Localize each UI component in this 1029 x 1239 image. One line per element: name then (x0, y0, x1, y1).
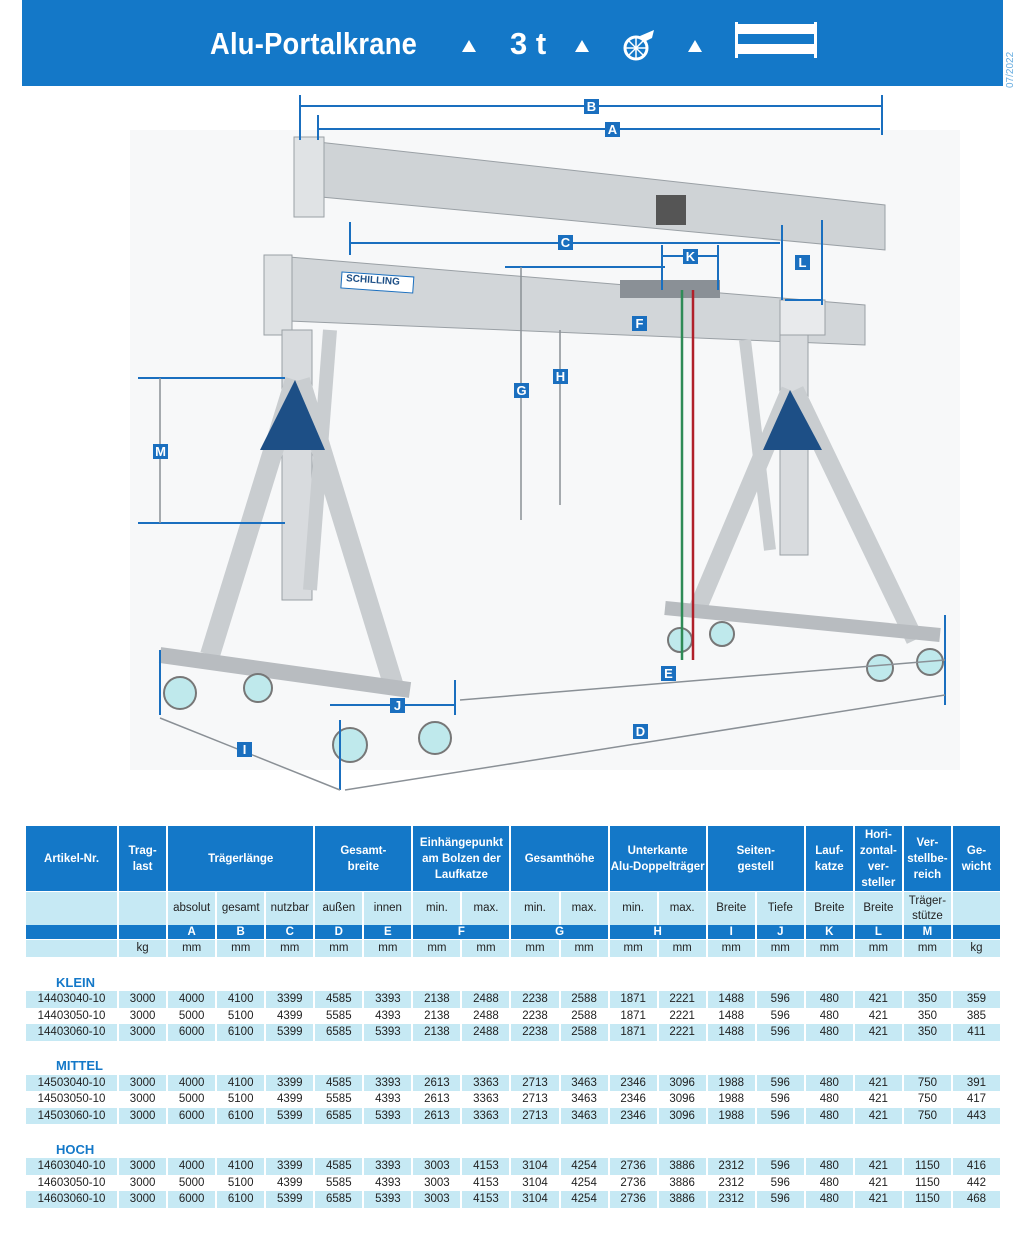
value-cell: 3000 (118, 1008, 167, 1025)
header-row (25, 826, 1001, 892)
unit-cell: mm (216, 940, 265, 958)
dimension-label-b: B (584, 99, 599, 114)
dimension-label-k: K (683, 249, 698, 264)
column-subheader: max. (461, 892, 510, 926)
dimension-letter: B (216, 925, 265, 940)
value-cell: 750 (903, 1108, 952, 1125)
dimension-letter: H (609, 925, 707, 940)
header-banner (22, 0, 1003, 86)
dimension-label-d: D (633, 724, 648, 739)
value-cell: 3096 (658, 1108, 707, 1125)
value-cell: 1488 (707, 1008, 756, 1025)
column-header: Trägerlänge (167, 826, 314, 892)
column-header: Ver- stellbe- reich (903, 826, 952, 892)
value-cell: 1488 (707, 991, 756, 1008)
value-cell: 4000 (167, 991, 216, 1008)
table-row (25, 1024, 1001, 1041)
value-cell: 6000 (167, 1108, 216, 1125)
column-subheader: innen (363, 892, 412, 926)
value-cell: 385 (952, 1008, 1001, 1025)
unit-cell: kg (952, 940, 1001, 958)
value-cell: 5100 (216, 1008, 265, 1025)
article-number: 14503050-10 (25, 1091, 118, 1108)
dimension-label-m: M (153, 444, 168, 459)
unit-cell: mm (461, 940, 510, 958)
value-cell: 442 (952, 1175, 1001, 1192)
value-cell: 4100 (216, 1158, 265, 1175)
group-label: KLEIN (25, 973, 1001, 991)
value-cell: 421 (854, 1191, 903, 1208)
article-number: 14403050-10 (25, 1008, 118, 1025)
value-cell: 350 (903, 991, 952, 1008)
value-cell: 2736 (609, 1175, 658, 1192)
value-cell: 5399 (265, 1191, 314, 1208)
unit-cell: mm (854, 940, 903, 958)
value-cell: 2613 (412, 1075, 461, 1092)
value-cell: 596 (756, 1191, 805, 1208)
value-cell: 596 (756, 991, 805, 1008)
value-cell: 750 (903, 1091, 952, 1108)
value-cell: 3104 (510, 1191, 559, 1208)
value-cell: 2488 (461, 1024, 510, 1041)
table-row (25, 1191, 1001, 1208)
dimension-letter: F (412, 925, 510, 940)
crane-diagram (0, 86, 1029, 806)
dimension-letter: C (265, 925, 314, 940)
column-subheader: Breite (854, 892, 903, 926)
unit-cell: mm (756, 940, 805, 958)
dimension-letter (25, 925, 118, 940)
group-label: HOCH (25, 1140, 1001, 1158)
value-cell: 480 (805, 1024, 854, 1041)
value-cell: 3000 (118, 1091, 167, 1108)
value-cell: 3000 (118, 991, 167, 1008)
value-cell: 4399 (265, 1175, 314, 1192)
value-cell: 421 (854, 1158, 903, 1175)
value-cell: 2736 (609, 1158, 658, 1175)
unit-cell: mm (265, 940, 314, 958)
value-cell: 6585 (314, 1191, 363, 1208)
unit-cell: mm (314, 940, 363, 958)
value-cell: 5393 (363, 1108, 412, 1125)
unit-cell: mm (609, 940, 658, 958)
value-cell: 2346 (609, 1091, 658, 1108)
value-cell: 3399 (265, 1075, 314, 1092)
value-cell: 4585 (314, 991, 363, 1008)
value-cell: 596 (756, 1108, 805, 1125)
value-cell: 4153 (461, 1175, 510, 1192)
value-cell: 6000 (167, 1191, 216, 1208)
value-cell: 1150 (903, 1191, 952, 1208)
value-cell: 3363 (461, 1091, 510, 1108)
unit-cell: mm (363, 940, 412, 958)
column-subheader: Tiefe (756, 892, 805, 926)
value-cell: 3886 (658, 1175, 707, 1192)
value-cell: 5585 (314, 1008, 363, 1025)
article-number: 14503060-10 (25, 1108, 118, 1125)
value-cell: 4100 (216, 1075, 265, 1092)
value-cell: 5100 (216, 1175, 265, 1192)
value-cell: 3363 (461, 1075, 510, 1092)
value-cell: 2613 (412, 1091, 461, 1108)
value-cell: 596 (756, 1075, 805, 1092)
value-cell: 3000 (118, 1191, 167, 1208)
article-number: 14403060-10 (25, 1024, 118, 1041)
value-cell: 421 (854, 991, 903, 1008)
dimension-label-l: L (795, 255, 810, 270)
castor-wheel-icon (622, 28, 658, 62)
value-cell: 2713 (510, 1091, 559, 1108)
value-cell: 2221 (658, 1024, 707, 1041)
value-cell: 480 (805, 1175, 854, 1192)
group-header-row (25, 1140, 1001, 1158)
value-cell: 1988 (707, 1075, 756, 1092)
value-cell: 480 (805, 991, 854, 1008)
value-cell: 411 (952, 1024, 1001, 1041)
value-cell: 6100 (216, 1024, 265, 1041)
group-header-row (25, 1057, 1001, 1075)
value-cell: 3096 (658, 1091, 707, 1108)
group-spacer (25, 1124, 1001, 1140)
value-cell: 421 (854, 1008, 903, 1025)
value-cell: 3003 (412, 1191, 461, 1208)
value-cell: 596 (756, 1008, 805, 1025)
subheader-row (25, 892, 1001, 926)
column-subheader: absolut (167, 892, 216, 926)
value-cell: 3000 (118, 1175, 167, 1192)
dimension-label-f: F (632, 316, 647, 331)
dimension-letter: J (756, 925, 805, 940)
table-row (25, 991, 1001, 1008)
dimension-label-g: G (514, 383, 529, 398)
table-row (25, 1158, 1001, 1175)
value-cell: 4399 (265, 1091, 314, 1108)
value-cell: 421 (854, 1175, 903, 1192)
value-cell: 5393 (363, 1024, 412, 1041)
article-number: 14503040-10 (25, 1075, 118, 1092)
value-cell: 417 (952, 1091, 1001, 1108)
dimension-letter: K (805, 925, 854, 940)
column-subheader: Träger- stütze (903, 892, 952, 926)
value-cell: 3000 (118, 1108, 167, 1125)
value-cell: 2238 (510, 1024, 559, 1041)
value-cell: 4585 (314, 1075, 363, 1092)
dimension-label-e: E (661, 666, 676, 681)
value-cell: 6000 (167, 1024, 216, 1041)
value-cell: 3463 (560, 1075, 609, 1092)
value-cell: 3399 (265, 991, 314, 1008)
value-cell: 1150 (903, 1158, 952, 1175)
column-subheader: max. (560, 892, 609, 926)
value-cell: 4585 (314, 1158, 363, 1175)
value-cell: 2312 (707, 1158, 756, 1175)
column-header: Gesamthöhe (510, 826, 608, 892)
value-cell: 1488 (707, 1024, 756, 1041)
triangle-separator-icon (462, 40, 476, 52)
value-cell: 3104 (510, 1175, 559, 1192)
value-cell: 4153 (461, 1191, 510, 1208)
value-cell: 2312 (707, 1175, 756, 1192)
unit-cell: kg (118, 940, 167, 958)
value-cell: 3104 (510, 1158, 559, 1175)
value-cell: 3000 (118, 1024, 167, 1041)
value-cell: 2736 (609, 1191, 658, 1208)
value-cell: 4254 (560, 1191, 609, 1208)
value-cell: 350 (903, 1024, 952, 1041)
dimension-letter: A (167, 925, 216, 940)
value-cell: 421 (854, 1024, 903, 1041)
dimension-letter: L (854, 925, 903, 940)
value-cell: 416 (952, 1158, 1001, 1175)
column-subheader: Breite (707, 892, 756, 926)
value-cell: 5393 (363, 1191, 412, 1208)
value-cell: 3003 (412, 1158, 461, 1175)
value-cell: 6585 (314, 1024, 363, 1041)
unit-cell (25, 940, 118, 958)
value-cell: 3886 (658, 1158, 707, 1175)
column-header: Einhängepunkt am Bolzen der Laufkatze (412, 826, 510, 892)
table-row (25, 1008, 1001, 1025)
column-subheader: nutzbar (265, 892, 314, 926)
value-cell: 2713 (510, 1108, 559, 1125)
value-cell: 3363 (461, 1108, 510, 1125)
triangle-separator-icon (575, 40, 589, 52)
value-cell: 4100 (216, 991, 265, 1008)
unit-cell: mm (412, 940, 461, 958)
dimension-label-i: I (237, 742, 252, 757)
value-cell: 3463 (560, 1091, 609, 1108)
value-cell: 3393 (363, 1158, 412, 1175)
value-cell: 5585 (314, 1091, 363, 1108)
value-cell: 3393 (363, 991, 412, 1008)
column-header: Seiten- gestell (707, 826, 805, 892)
value-cell: 3000 (118, 1158, 167, 1175)
unit-cell: mm (510, 940, 559, 958)
value-cell: 2312 (707, 1191, 756, 1208)
value-cell: 2613 (412, 1108, 461, 1125)
column-subheader (25, 892, 118, 926)
value-cell: 2238 (510, 1008, 559, 1025)
value-cell: 2238 (510, 991, 559, 1008)
value-cell: 2138 (412, 991, 461, 1008)
dimension-letter: E (363, 925, 412, 940)
value-cell: 391 (952, 1075, 1001, 1092)
table-row (25, 1108, 1001, 1125)
column-subheader: außen (314, 892, 363, 926)
value-cell: 1150 (903, 1175, 952, 1192)
dimension-letter-row (25, 925, 1001, 940)
value-cell: 1871 (609, 1008, 658, 1025)
value-cell: 4399 (265, 1008, 314, 1025)
value-cell: 4000 (167, 1075, 216, 1092)
revision-date: 07/2022 (1005, 51, 1016, 88)
value-cell: 3000 (118, 1075, 167, 1092)
column-subheader: min. (609, 892, 658, 926)
value-cell: 5000 (167, 1008, 216, 1025)
value-cell: 2138 (412, 1024, 461, 1041)
value-cell: 443 (952, 1108, 1001, 1125)
column-header: Hori- zontal- ver- steller (854, 826, 903, 892)
value-cell: 480 (805, 1158, 854, 1175)
value-cell: 1988 (707, 1091, 756, 1108)
group-header-row (25, 973, 1001, 991)
value-cell: 1988 (707, 1108, 756, 1125)
table-row (25, 1091, 1001, 1108)
value-cell: 3463 (560, 1108, 609, 1125)
value-cell: 359 (952, 991, 1001, 1008)
value-cell: 2346 (609, 1075, 658, 1092)
value-cell: 750 (903, 1075, 952, 1092)
value-cell: 2588 (560, 1008, 609, 1025)
load-capacity: 3 t (510, 26, 547, 61)
value-cell: 6585 (314, 1108, 363, 1125)
column-header: Unterkante Alu-Doppelträger (609, 826, 707, 892)
unit-cell: mm (805, 940, 854, 958)
value-cell: 3886 (658, 1191, 707, 1208)
value-cell: 2713 (510, 1075, 559, 1092)
dimension-label-j: J (390, 698, 405, 713)
dimension-label-c: C (558, 235, 573, 250)
value-cell: 2588 (560, 1024, 609, 1041)
value-cell: 421 (854, 1091, 903, 1108)
value-cell: 2138 (412, 1008, 461, 1025)
value-cell: 350 (903, 1008, 952, 1025)
value-cell: 468 (952, 1191, 1001, 1208)
value-cell: 3003 (412, 1175, 461, 1192)
column-header: Artikel-Nr. (25, 826, 118, 892)
column-subheader: min. (510, 892, 559, 926)
value-cell: 4153 (461, 1158, 510, 1175)
value-cell: 4000 (167, 1158, 216, 1175)
column-header: Lauf- katze (805, 826, 854, 892)
value-cell: 3096 (658, 1075, 707, 1092)
value-cell: 6100 (216, 1108, 265, 1125)
article-number: 14603050-10 (25, 1175, 118, 1192)
value-cell: 2488 (461, 1008, 510, 1025)
dimension-letter (952, 925, 1001, 940)
brand-logo: SCHILLING (345, 273, 401, 288)
value-cell: 5399 (265, 1108, 314, 1125)
spacer-cell (25, 957, 1001, 973)
article-number: 14603060-10 (25, 1191, 118, 1208)
double-beam-icon (735, 20, 817, 60)
spec-table (24, 826, 1002, 1208)
dimension-letter: M (903, 925, 952, 940)
unit-cell: mm (167, 940, 216, 958)
column-subheader: max. (658, 892, 707, 926)
value-cell: 6100 (216, 1191, 265, 1208)
group-spacer (25, 957, 1001, 973)
column-subheader (118, 892, 167, 926)
article-number: 14403040-10 (25, 991, 118, 1008)
unit-row (25, 940, 1001, 958)
value-cell: 2488 (461, 991, 510, 1008)
column-subheader: gesamt (216, 892, 265, 926)
dimension-letter (118, 925, 167, 940)
value-cell: 4393 (363, 1175, 412, 1192)
value-cell: 596 (756, 1175, 805, 1192)
value-cell: 5100 (216, 1091, 265, 1108)
value-cell: 5399 (265, 1024, 314, 1041)
value-cell: 4393 (363, 1091, 412, 1108)
column-header: Ge- wicht (952, 826, 1001, 892)
value-cell: 4254 (560, 1158, 609, 1175)
unit-cell: mm (707, 940, 756, 958)
column-subheader: min. (412, 892, 461, 926)
spacer-cell (25, 1041, 1001, 1057)
dimension-letter: G (510, 925, 608, 940)
column-subheader: Breite (805, 892, 854, 926)
value-cell: 480 (805, 1191, 854, 1208)
value-cell: 2221 (658, 1008, 707, 1025)
value-cell: 5585 (314, 1175, 363, 1192)
value-cell: 596 (756, 1091, 805, 1108)
column-header: Gesamt- breite (314, 826, 412, 892)
dimension-letter: D (314, 925, 363, 940)
dimension-letter: I (707, 925, 756, 940)
dimension-label-a: A (605, 122, 620, 137)
unit-cell: mm (560, 940, 609, 958)
value-cell: 480 (805, 1108, 854, 1125)
table-row (25, 1175, 1001, 1192)
unit-cell: mm (903, 940, 952, 958)
value-cell: 4254 (560, 1175, 609, 1192)
value-cell: 4393 (363, 1008, 412, 1025)
value-cell: 2221 (658, 991, 707, 1008)
group-spacer (25, 1041, 1001, 1057)
value-cell: 480 (805, 1091, 854, 1108)
spacer-cell (25, 1124, 1001, 1140)
table-row (25, 1075, 1001, 1092)
value-cell: 3399 (265, 1158, 314, 1175)
value-cell: 3393 (363, 1075, 412, 1092)
group-label: MITTEL (25, 1057, 1001, 1075)
value-cell: 421 (854, 1108, 903, 1125)
value-cell: 1871 (609, 1024, 658, 1041)
value-cell: 596 (756, 1024, 805, 1041)
value-cell: 2346 (609, 1108, 658, 1125)
page-title: Alu-Portalkrane (210, 26, 418, 61)
article-number: 14603040-10 (25, 1158, 118, 1175)
value-cell: 596 (756, 1158, 805, 1175)
value-cell: 1871 (609, 991, 658, 1008)
column-header: Trag- last (118, 826, 167, 892)
value-cell: 480 (805, 1008, 854, 1025)
value-cell: 2588 (560, 991, 609, 1008)
value-cell: 421 (854, 1075, 903, 1092)
unit-cell: mm (658, 940, 707, 958)
dimension-label-h: H (553, 369, 568, 384)
triangle-separator-icon (688, 40, 702, 52)
value-cell: 480 (805, 1075, 854, 1092)
value-cell: 5000 (167, 1091, 216, 1108)
column-subheader (952, 892, 1001, 926)
value-cell: 5000 (167, 1175, 216, 1192)
